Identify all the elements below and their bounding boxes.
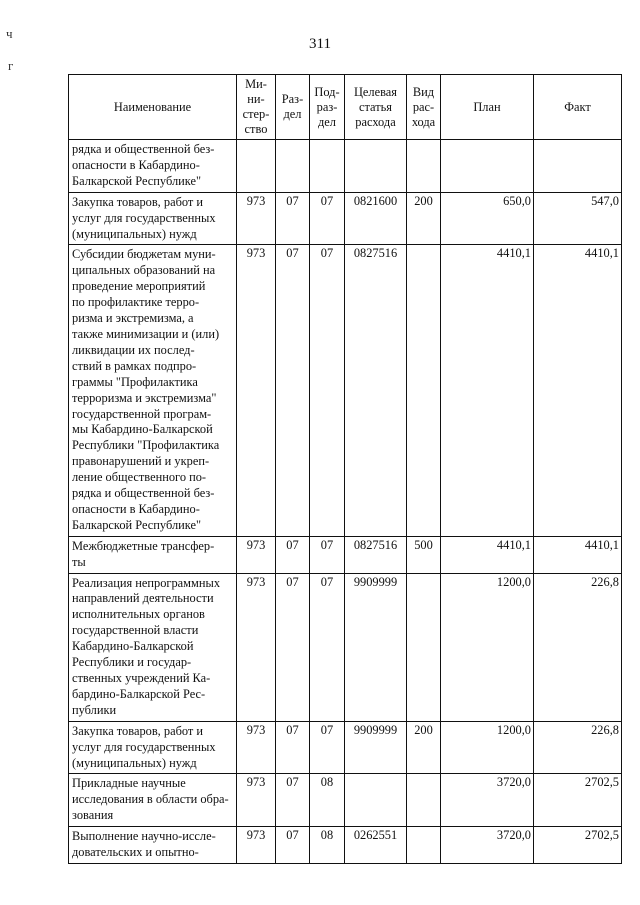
table-row [69, 140, 622, 193]
item-name-cell [69, 721, 237, 774]
expense-type-cell [407, 774, 441, 827]
target-article-cell: 0821600 [345, 192, 407, 245]
item-name-line: (муниципальных) нужд [72, 755, 197, 770]
item-name-line: граммы "Профилактика [72, 374, 198, 389]
header-line: ни- [247, 92, 265, 106]
item-name-line: Закупка товаров, работ и [72, 194, 204, 209]
item-name-line: ление общественного по- [72, 470, 207, 485]
section-cell: 07 [276, 827, 310, 864]
expense-type-cell [407, 140, 441, 193]
subsection-cell: 07 [310, 192, 345, 245]
fact-cell: 2702,5 [534, 774, 622, 827]
item-name-line: Межбюджетные трансфер- [72, 538, 215, 553]
item-name-line: Субсидии бюджетам муни- [72, 247, 216, 262]
subsection-cell: 07 [310, 536, 345, 573]
item-name-line: (муниципальных) нужд [72, 226, 197, 241]
item-name-line: рядка и общественной без- [72, 486, 215, 501]
header-line: статья [358, 99, 392, 114]
item-name-line: направлений деятельности [72, 591, 214, 606]
section-cell [276, 140, 310, 193]
item-name-line: Республики "Профилактика [72, 438, 220, 453]
item-name-line: Кабардино-Балкарской [72, 639, 194, 654]
item-name-line: мы Кабардино-Балкарской [72, 422, 213, 437]
ministry-cell: 973 [237, 573, 276, 721]
table-row [69, 573, 622, 721]
header-line: дел [283, 107, 302, 121]
header-line: Целевая [353, 84, 398, 99]
plan-cell: 3720,0 [441, 827, 534, 864]
table-row [69, 536, 622, 573]
fact-cell: 2702,5 [534, 827, 622, 864]
item-name-line: ризма и экстремизма, а [72, 311, 194, 326]
item-name-line: опасности в Кабардино- [72, 157, 200, 172]
expense-type-cell: 200 [407, 192, 441, 245]
item-name-line: Балкарской Республике" [72, 173, 202, 188]
ministry-cell [237, 140, 276, 193]
item-name-line: ты [72, 554, 86, 569]
subsection-cell: 08 [310, 827, 345, 864]
subsection-cell: 07 [310, 573, 345, 721]
header-name [69, 75, 237, 140]
item-name-line: государственной власти [72, 623, 199, 638]
item-name-line: правонарушений и укреп- [72, 454, 210, 469]
header-fact [534, 75, 622, 140]
section-cell: 07 [276, 192, 310, 245]
item-name-cell [69, 245, 237, 536]
item-name-line: ствий в рамках подпро- [72, 358, 197, 373]
header-line: расхода [355, 114, 396, 129]
fact-cell: 4410,1 [534, 536, 622, 573]
header-target-article [345, 75, 407, 140]
expense-type-cell [407, 245, 441, 536]
item-name-line: рядка и общественной без- [72, 142, 215, 156]
item-name-line: Выполнение научно-иссле- [72, 829, 216, 844]
header-section [276, 75, 310, 140]
header-plan [441, 75, 534, 140]
header-line: Наименование [113, 99, 192, 114]
table-row [69, 827, 622, 864]
plan-cell: 4410,1 [441, 245, 534, 536]
item-name-line: также минимизации и (или) [72, 326, 220, 341]
item-name-line: услуг для государственных [72, 739, 216, 754]
scan-mark: ч [6, 26, 13, 41]
header-line: рас- [412, 99, 435, 114]
header-ministry [237, 75, 276, 140]
item-name-line: исполнительных органов [72, 607, 205, 622]
header-line: дел [318, 114, 336, 129]
item-name-cell [69, 774, 237, 827]
table-row [69, 774, 622, 827]
ministry-cell: 973 [237, 536, 276, 573]
header-line: раз- [316, 99, 338, 114]
header-line: План [473, 99, 501, 114]
section-cell: 07 [276, 536, 310, 573]
plan-cell: 4410,1 [441, 536, 534, 573]
section-cell: 07 [276, 721, 310, 774]
header-line: Раз- [281, 92, 304, 106]
item-name-line: опасности в Кабардино- [72, 501, 200, 516]
item-name-cell [69, 536, 237, 573]
ministry-cell: 973 [237, 827, 276, 864]
subsection-cell [310, 140, 345, 193]
item-name-cell [69, 192, 237, 245]
target-article-cell: 9909999 [345, 721, 407, 774]
plan-cell: 1200,0 [441, 573, 534, 721]
header-line: Факт [564, 99, 591, 114]
expense-type-cell [407, 827, 441, 864]
item-name-cell [69, 140, 237, 193]
header-line: Ми- [245, 77, 267, 91]
item-name-line: проведение мероприятий [72, 279, 206, 294]
item-name-line: зования [72, 808, 114, 823]
item-name-line: ципальных образований на [72, 263, 216, 278]
ministry-cell: 973 [237, 774, 276, 827]
item-name-line: по профилактике терро- [72, 295, 200, 310]
expense-type-cell [407, 573, 441, 721]
fact-cell [534, 140, 622, 193]
expense-type-cell: 200 [407, 721, 441, 774]
scan-mark: г [8, 58, 14, 73]
section-cell: 07 [276, 573, 310, 721]
subsection-cell: 07 [310, 245, 345, 536]
item-name-line: ликвидации их послед- [72, 342, 195, 357]
header-subsection [310, 75, 345, 140]
header-line: хода [411, 114, 436, 129]
table-row [69, 245, 622, 536]
plan-cell: 1200,0 [441, 721, 534, 774]
fact-cell: 547,0 [534, 192, 622, 245]
item-name-line: государственной програм- [72, 406, 212, 421]
item-name-line: Прикладные научные [72, 776, 186, 791]
budget-table [68, 74, 622, 864]
item-name-line: довательских и опытно- [72, 845, 199, 860]
subsection-cell: 08 [310, 774, 345, 827]
target-article-cell [345, 774, 407, 827]
header-line: стер- [242, 107, 270, 121]
header-line: ство [244, 122, 268, 136]
ministry-cell: 973 [237, 192, 276, 245]
expense-type-cell: 500 [407, 536, 441, 573]
plan-cell: 650,0 [441, 192, 534, 245]
target-article-cell: 9909999 [345, 573, 407, 721]
plan-cell: 3720,0 [441, 774, 534, 827]
target-article-cell [345, 140, 407, 193]
table-row [69, 192, 622, 245]
target-article-cell: 0827516 [345, 536, 407, 573]
header-line: Вид [412, 84, 435, 99]
target-article-cell: 0827516 [345, 245, 407, 536]
ministry-cell: 973 [237, 245, 276, 536]
item-name-cell [69, 827, 237, 864]
item-name-line: Реализация непрограммных [72, 575, 221, 590]
target-article-cell: 0262551 [345, 827, 407, 864]
header-line: Под- [314, 84, 340, 99]
fact-cell: 226,8 [534, 721, 622, 774]
header-expense-type [407, 75, 441, 140]
item-name-line: Республики и государ- [72, 655, 192, 670]
item-name-line: терроризма и экстремизма" [72, 390, 217, 405]
item-name-line: публики [72, 702, 117, 717]
table-row [69, 721, 622, 774]
plan-cell [441, 140, 534, 193]
page-number: 311 [309, 36, 331, 52]
fact-cell: 226,8 [534, 573, 622, 721]
section-cell: 07 [276, 774, 310, 827]
table-header-row [69, 75, 622, 140]
item-name-cell [69, 573, 237, 721]
item-name-line: исследования в области обра- [72, 792, 229, 807]
item-name-line: Балкарской Республике" [72, 517, 202, 532]
fact-cell: 4410,1 [534, 245, 622, 536]
item-name-line: бардино-Балкарской Рес- [72, 686, 206, 701]
item-name-line: Закупка товаров, работ и [72, 723, 204, 738]
ministry-cell: 973 [237, 721, 276, 774]
item-name-line: услуг для государственных [72, 210, 216, 225]
section-cell: 07 [276, 245, 310, 536]
item-name-line: ственных учреждений Ка- [72, 671, 211, 685]
subsection-cell: 07 [310, 721, 345, 774]
